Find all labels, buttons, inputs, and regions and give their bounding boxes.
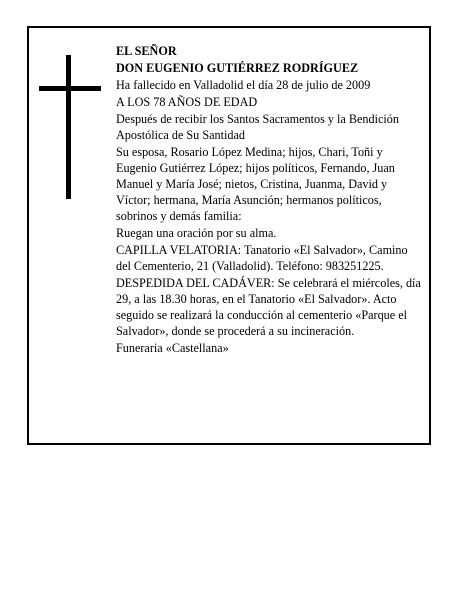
death-line: Ha fallecido en Valladolid el día 28 de julio de 2009 (116, 78, 371, 92)
obituary-text (116, 43, 422, 357)
cross-vertical-bar (66, 55, 71, 199)
obituary-notice (27, 26, 431, 445)
heading-title: EL SEÑOR (116, 44, 177, 58)
cross-horizontal-bar (39, 86, 101, 91)
prayer-text: Ruegan una oración por su alma. (116, 226, 277, 240)
sacraments-text: Después de recibir los Santos Sacramentos y la Bendición Apostólica de Su Santidad (116, 112, 399, 142)
family-text: Su esposa, Rosario López Medina; hijos, Chari, Toñi y Eugenio Gutiérrez López; hijos políticos, Fernando, Juan Manuel y María José; nietos, Cristina, Juanma, David y Víctor; hermana, María Asunción; hermanos políticos, sobrinos y demás familia: (116, 145, 395, 223)
age-line: A LOS 78 AÑOS DE EDAD (116, 95, 258, 109)
deceased-name: DON EUGENIO GUTIÉRREZ RODRÍGUEZ (116, 61, 359, 75)
funeral-home-text: Funeraria «Castellana» (116, 341, 229, 355)
chapel-text: CAPILLA VELATORIA: Tanatorio «El Salvador», Camino del Cementerio, 21 (Valladolid). Teléfono: 983251225. (116, 243, 408, 273)
cross-icon (39, 55, 101, 199)
farewell-text: DESPEDIDA DEL CADÁVER: Se celebrará el miércoles, día 29, a las 18.30 horas, en el Tanatorio «El Salvador». Acto seguido se realizará la conducción al cementerio «Parque el Salvador», donde se procederá a su incineración. (116, 276, 421, 338)
